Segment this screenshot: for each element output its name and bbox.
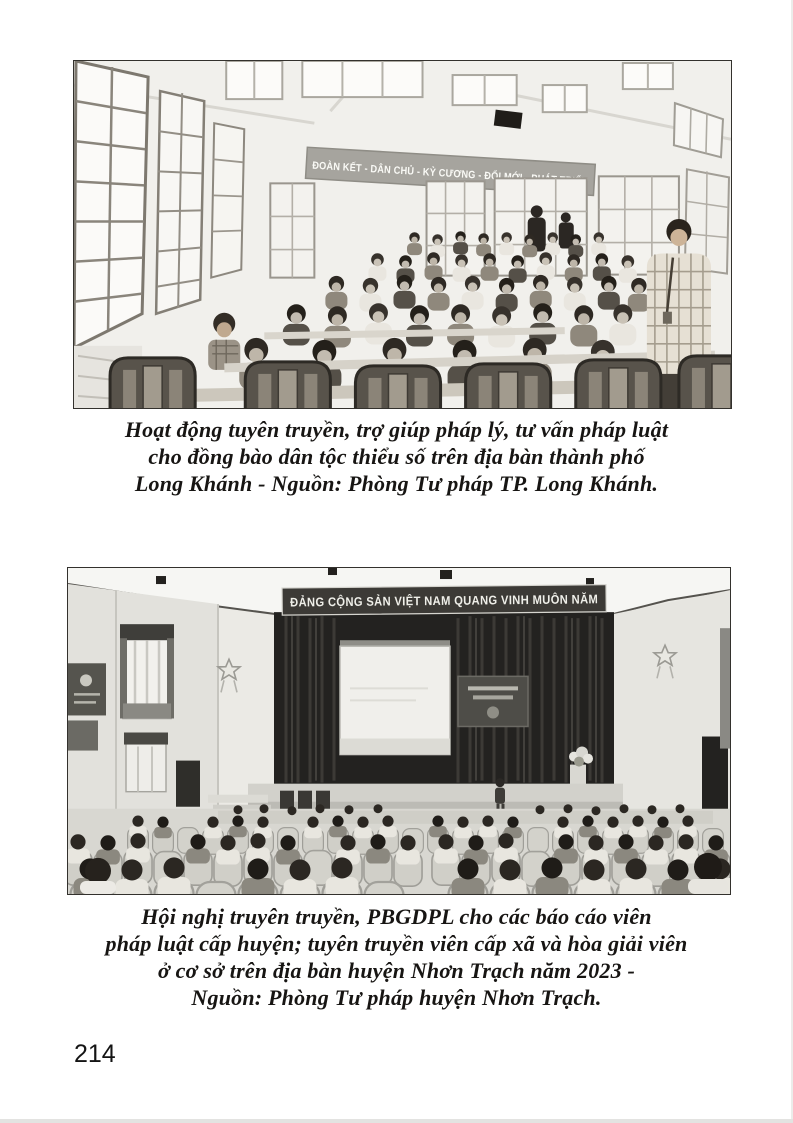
figure-1-caption xyxy=(50,416,743,497)
projection-screen xyxy=(340,640,450,754)
left-speaker xyxy=(176,761,200,807)
caption-line: pháp luật cấp huyện; tuyên truyền viên cấp xã và hòa giải viên xyxy=(105,931,688,956)
slogan-banner-text: ĐOÀN KẾT - DÂN CHỦ - KỶ CƯƠNG - ĐỔI MỚI - PHÁT TRIỂN xyxy=(311,159,628,191)
scan-edge-bottom xyxy=(0,1119,793,1123)
photo-2-image xyxy=(68,568,730,894)
caption-line: Long Khánh - Nguồn: Phòng Tư pháp TP. Long Khánh. xyxy=(134,471,659,496)
page-number: 214 xyxy=(74,1040,116,1068)
caption-line: cho đồng bào dân tộc thiểu số trên địa bàn thành phố xyxy=(148,444,645,469)
caption-line: ở cơ sở trên địa bàn huyện Nhơn Trạch năm 2023 - xyxy=(157,958,636,983)
figure-2-caption xyxy=(40,903,753,1011)
photo-1-image xyxy=(74,61,731,408)
stage-banner-text: ĐẢNG CỘNG SẢN VIỆT NAM QUANG VINH MUÔN NĂM xyxy=(290,591,635,610)
caption-line: Nguồn: Phòng Tư pháp huyện Nhơn Trạch. xyxy=(191,985,602,1010)
photo-1-meeting-room xyxy=(73,60,732,409)
stage-sign xyxy=(458,676,528,726)
caption-line: Hoạt động tuyên truyền, trợ giúp pháp lý, tư vấn pháp luật xyxy=(124,417,669,442)
photo-2-conference-hall xyxy=(67,567,731,895)
caption-line: Hội nghị truyên truyền, PBGDPL cho các báo cáo viên xyxy=(141,904,652,929)
stage-banner xyxy=(282,585,635,615)
audience xyxy=(68,804,730,894)
wall-speaker xyxy=(494,110,523,129)
